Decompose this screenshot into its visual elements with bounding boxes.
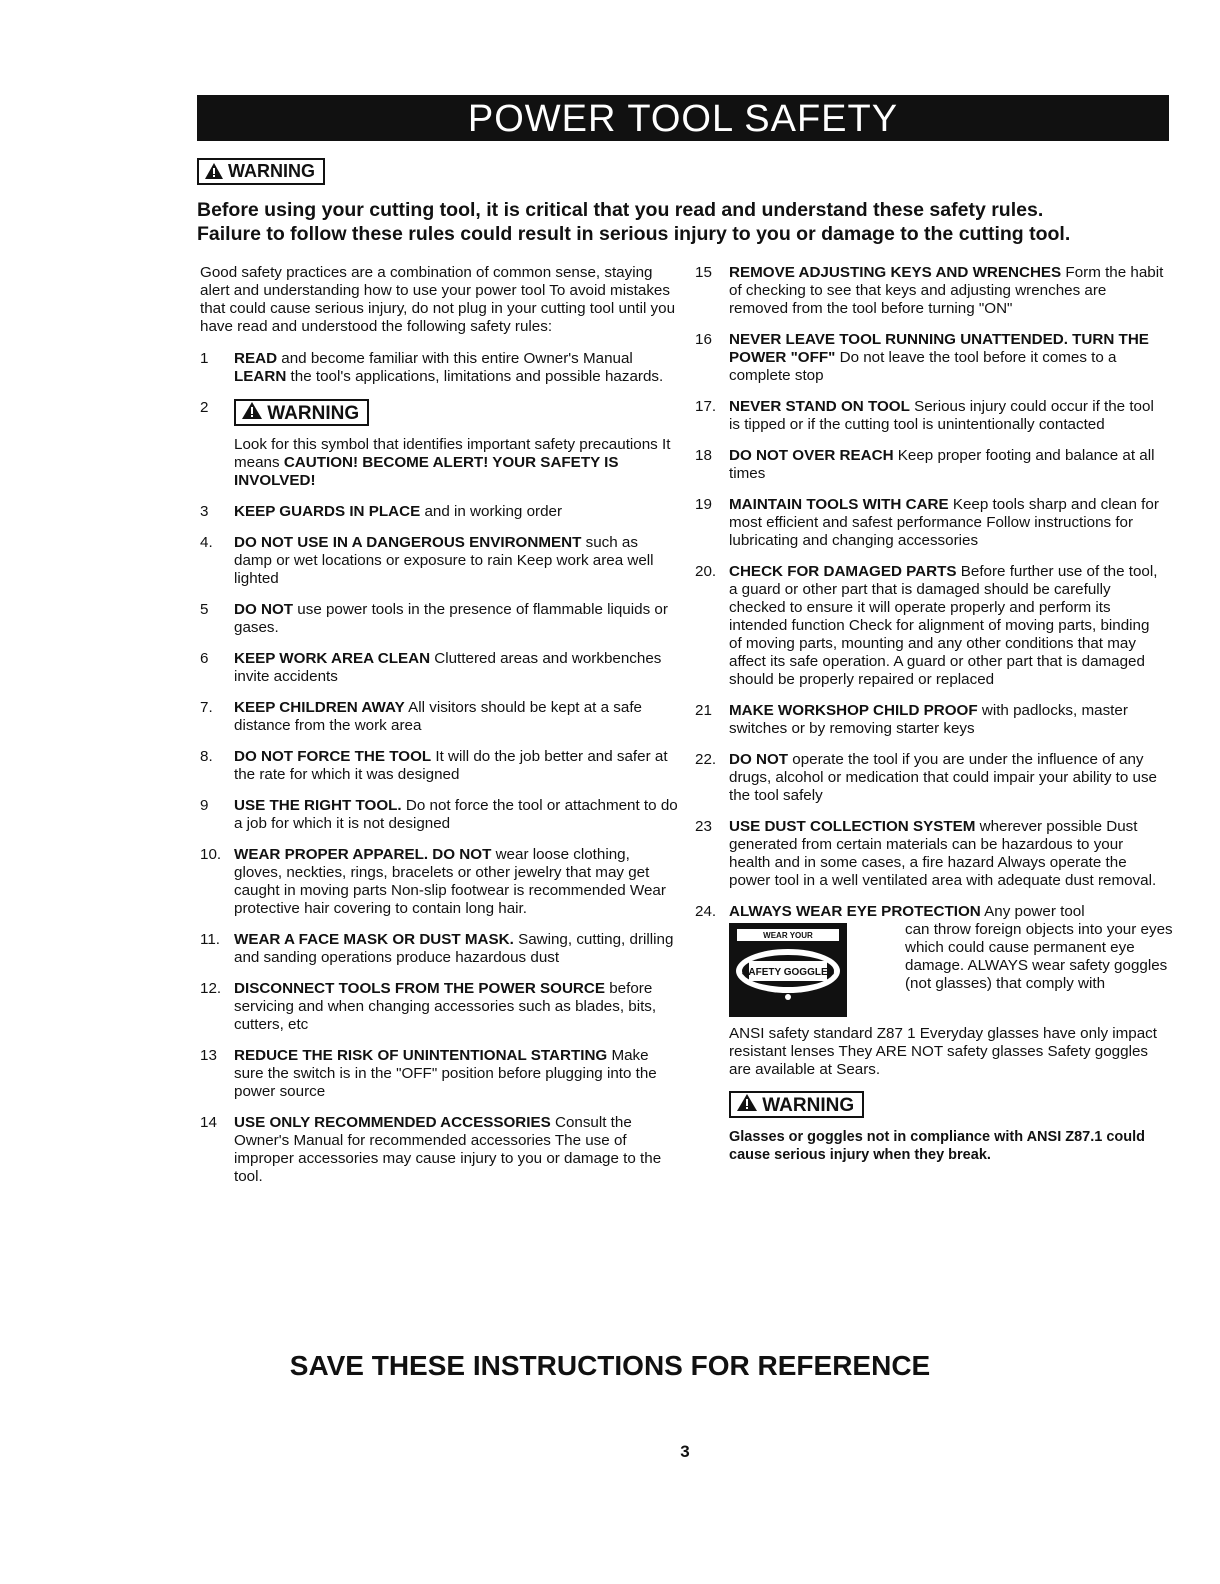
rule-bold: USE THE RIGHT TOOL. — [234, 797, 402, 814]
rule-number: 12. — [200, 980, 222, 997]
intro-line-1: Before using your cutting tool, it is critical that you read and understand these safety rules. — [197, 199, 1044, 221]
rule-text: Do not force the tool or attachment to do a job for which it is not designed — [234, 797, 678, 832]
rule-bold: LEARN — [234, 368, 287, 385]
rule-number: 23 — [695, 818, 712, 835]
rule-bold: USE DUST COLLECTION SYSTEM — [729, 818, 976, 835]
rule-4 — [200, 534, 680, 588]
rule-number: 22. — [695, 751, 717, 768]
rule-bold: MAINTAIN TOOLS WITH CARE — [729, 496, 949, 513]
rule-number: 6 — [200, 650, 209, 667]
rule-bold: DO NOT FORCE THE TOOL — [234, 748, 432, 765]
rule-number: 14 — [200, 1114, 217, 1131]
rule-text: Before further use of the tool, a guard or other part that is damaged should be carefully checked to ensure it will operate properly and perform its intended function Check for alignment of moving parts, binding of moving parts, mounting and any other conditions that may affect its safe operation. A guard or other part that is damaged should be properly repaired or replaced — [729, 563, 1158, 688]
rule-2 — [200, 399, 680, 490]
rule-text: Form the habit of checking to see that keys and adjusting wrenches are removed from the tool before turning "ON" — [729, 264, 1164, 317]
warning-label-box — [729, 1091, 864, 1118]
rule-18 — [695, 447, 1165, 483]
rule-text: and become familiar with this entire Owner's Manual — [277, 350, 633, 367]
rule-text: Keep proper footing and balance at all times — [729, 447, 1155, 482]
rule-text: wherever possible Dust generated from certain materials can be hazardous to your health and in some cases, a fire hazard Always operate the power tool in a well ventilated area with adequate dust removal. — [729, 818, 1157, 889]
rule-14 — [200, 1114, 680, 1186]
rule-text: Any power tool — [980, 903, 1085, 920]
warning-triangle-icon — [205, 163, 223, 179]
rule-5 — [200, 601, 680, 637]
rule-17 — [695, 398, 1165, 434]
save-instructions-footer: SAVE THESE INSTRUCTIONS FOR REFERENCE — [289, 1350, 931, 1381]
rule-number: 16 — [695, 331, 712, 348]
rule-bold: ALWAYS WEAR EYE PROTECTION — [729, 903, 981, 920]
rule-text: can throw foreign objects into your eyes which could cause permanent eye damage. ALWAYS wear safety goggles (not glasses) that comply with — [905, 921, 1173, 992]
rule-text: Make sure the switch is in the "OFF" position before plugging into the power source — [234, 1047, 657, 1100]
rule-21 — [695, 702, 1165, 738]
rule-bold: REDUCE THE RISK OF UNINTENTIONAL STARTING — [234, 1047, 608, 1064]
warning-label: WARNING — [228, 161, 316, 181]
rule-text: before servicing and when changing accessories such as blades, bits, cutters, etc — [234, 980, 657, 1033]
rule-number: 20. — [695, 563, 717, 580]
rule-1 — [200, 350, 680, 386]
warning-triangle-icon — [242, 402, 262, 419]
rule-bold: KEEP GUARDS IN PLACE — [234, 503, 421, 520]
rule-number: 5 — [200, 601, 209, 618]
rule-number: 18 — [695, 447, 712, 464]
rule-22 — [695, 751, 1165, 805]
page-title: POWER TOOL SAFETY — [467, 98, 899, 140]
rule-16 — [695, 331, 1165, 385]
rule-number: 11. — [200, 931, 220, 948]
rule-12 — [200, 980, 680, 1034]
rule-number: 2 — [200, 399, 209, 416]
rule-number: 21 — [695, 702, 712, 719]
goggles-block — [729, 921, 1173, 1025]
rule-10 — [200, 846, 680, 918]
rule-6 — [200, 650, 680, 686]
rule-bold: MAKE WORKSHOP CHILD PROOF — [729, 702, 978, 719]
rule-bold: NEVER STAND ON TOOL — [729, 398, 910, 415]
rule-bold: CAUTION! BECOME ALERT! YOUR SAFETY IS INVOLVED! — [234, 454, 619, 489]
rule-19 — [695, 496, 1165, 550]
rule-20 — [695, 563, 1165, 689]
rule-23 — [695, 818, 1165, 890]
rule-bold: DO NOT OVER REACH — [729, 447, 894, 464]
rule-bold: DO NOT — [234, 601, 294, 618]
rule-text: Look for this symbol that identifies important safety precautions It means — [234, 436, 671, 471]
rule-bold: KEEP WORK AREA CLEAN — [234, 650, 431, 667]
rule-text: Cluttered areas and workbenches invite accidents — [234, 650, 662, 685]
rule-text: use power tools in the presence of flammable liquids or gases. — [234, 601, 668, 636]
rule-text: operate the tool if you are under the influence of any drugs, alcohol or medication that could impair your ability to use the tool safely — [729, 751, 1158, 804]
rule-text: and in working order — [420, 503, 563, 520]
rule-bold: WEAR A FACE MASK OR DUST MASK. — [234, 931, 514, 948]
intro-warning — [197, 198, 1187, 246]
rule-15 — [695, 264, 1165, 318]
rule-bold: READ — [234, 350, 278, 367]
rule-bold: NEVER LEAVE TOOL RUNNING UNATTENDED. TURN THE POWER "OFF" — [729, 331, 1149, 366]
rule-11 — [200, 931, 680, 967]
warning-label: WARNING — [762, 1095, 855, 1116]
safety-goggles-icon — [729, 923, 847, 1017]
rule-13 — [200, 1047, 680, 1101]
rule-7 — [200, 699, 680, 735]
rule-bold: CHECK FOR DAMAGED PARTS — [729, 563, 957, 580]
rule-bold: WEAR PROPER APPAREL. DO NOT — [234, 846, 492, 863]
warning-label-box — [197, 158, 325, 185]
rule-text: with padlocks, master switches or by removing starter keys — [729, 702, 1128, 737]
rule-number: 10. — [200, 846, 222, 863]
preamble: Good safety practices are a combination of common sense, staying alert and understanding how to use your power tool To avoid mistakes that could cause serious injury, do not plug in your cutting tool until you have read and understood the following safety rules: — [200, 264, 676, 335]
warning-triangle-icon — [737, 1094, 757, 1111]
rule-number: 7. — [200, 699, 213, 716]
rule-text: the tool's applications, limitations and possible hazards. — [286, 368, 664, 385]
rule-bold: KEEP CHILDREN AWAY — [234, 699, 405, 716]
warning-label: WARNING — [267, 403, 360, 424]
goggle-warning-text: Glasses or goggles not in compliance with ANSI Z87.1 could cause serious injury when they break. — [729, 1129, 1146, 1163]
rule-bold: USE ONLY RECOMMENDED ACCESSORIES — [234, 1114, 551, 1131]
warning-label-box — [234, 399, 369, 426]
right-column — [695, 264, 1173, 1177]
rule-9 — [200, 797, 680, 833]
rule-number: 1 — [200, 350, 209, 367]
rule-number: 24. — [695, 903, 717, 920]
goggles-top-label: WEAR YOUR — [763, 931, 813, 940]
rule-number: 15 — [695, 264, 712, 281]
rule-text: ANSI safety standard Z87 1 Everyday glasses have only impact resistant lenses They ARE NOT safety glasses Safety goggles are available at Sears. — [729, 1025, 1157, 1078]
page-number: 3 — [680, 1442, 690, 1461]
rule-8 — [200, 748, 680, 784]
rule-number: 9 — [200, 797, 209, 814]
rule-24 — [695, 903, 1173, 1164]
rule-text: Sawing, cutting, drilling and sanding operations produce hazardous dust — [234, 931, 674, 966]
rule-bold: REMOVE ADJUSTING KEYS AND WRENCHES — [729, 264, 1062, 281]
goggles-label: SAFETY GOGGLES — [741, 967, 835, 978]
rule-text: All visitors should be kept at a safe distance from the work area — [234, 699, 642, 734]
rule-number: 17. — [695, 398, 717, 415]
rule-text: Keep tools sharp and clean for most efficient and safest performance Follow instructions for lubricating and changing accessories — [729, 496, 1159, 549]
rule-bold: DO NOT — [729, 751, 789, 768]
left-column — [200, 264, 680, 1199]
rule-number: 19 — [695, 496, 712, 513]
rule-bold: DO NOT USE IN A DANGEROUS ENVIRONMENT — [234, 534, 582, 551]
page-title-banner — [197, 95, 1169, 141]
rule-text: Do not leave the tool before it comes to a complete stop — [729, 349, 1117, 384]
rule-number: 3 — [200, 503, 209, 520]
rule-text: It will do the job better and safer at the rate for which it was designed — [234, 748, 668, 783]
rule-number: 8. — [200, 748, 213, 765]
intro-line-2: Failure to follow these rules could result in serious injury to you or damage to the cutting tool. — [197, 223, 1071, 245]
rule-number: 4. — [200, 534, 213, 551]
rule-text: such as damp or wet locations or exposure to rain Keep work area well lighted — [234, 534, 654, 587]
rule-number: 13 — [200, 1047, 217, 1064]
rule-text: Serious injury could occur if the tool is tipped or if the cutting tool is unintentionally contacted — [729, 398, 1154, 433]
rule-text: wear loose clothing, gloves, neckties, rings, bracelets or other jewelry that may get caught in moving parts Non-slip footwear is recommended Wear protective hair covering to contain long hair. — [234, 846, 666, 917]
rule-3 — [200, 503, 680, 521]
rule-text: Consult the Owner's Manual for recommended accessories The use of improper accessories may cause injury to you or damage to the tool. — [234, 1114, 662, 1185]
rule-bold: DISCONNECT TOOLS FROM THE POWER SOURCE — [234, 980, 605, 997]
